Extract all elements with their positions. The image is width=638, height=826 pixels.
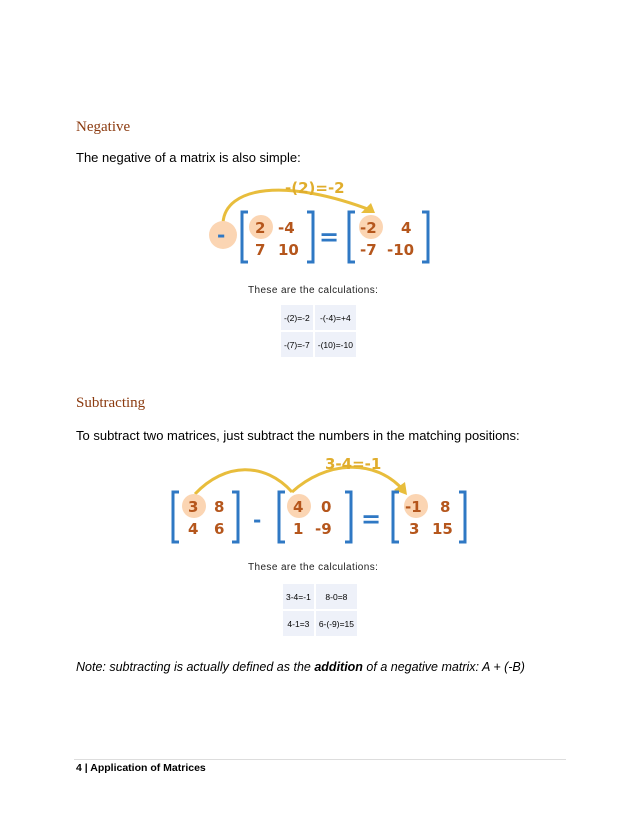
left-matrix-cell: 7 — [255, 241, 266, 259]
subtract-operator: - — [253, 508, 262, 532]
matrix-b-close-bracket — [345, 492, 351, 542]
right-matrix-cell: -2 — [360, 219, 377, 237]
table-row — [283, 584, 357, 609]
result-open-bracket — [393, 492, 399, 542]
table-row — [281, 305, 356, 330]
result-cell: -1 — [405, 498, 422, 516]
negative-matrix-figure — [205, 175, 435, 267]
subtracting-caption: These are the calculations: — [248, 562, 379, 573]
table-cell: 4-1=3 — [283, 611, 314, 636]
negative-intro: The negative of a matrix is also simple: — [76, 150, 301, 165]
document-title: Application of Matrices — [90, 762, 206, 774]
table-row — [283, 611, 357, 636]
subtracting-calculations-table — [281, 582, 359, 638]
note-text: of a negative matrix: A + (-B) — [362, 660, 525, 674]
note-paragraph — [76, 660, 525, 674]
left-matrix-cell: -4 — [278, 219, 295, 237]
result-close-bracket — [459, 492, 465, 542]
negative-heading: Negative — [76, 119, 131, 135]
right-matrix-cell: 4 — [401, 219, 412, 237]
subtract-equals: = — [361, 505, 382, 533]
negative-equals: = — [319, 223, 340, 251]
matrix-a-cell: 6 — [214, 520, 225, 538]
negative-operator: - — [217, 223, 226, 247]
footer-separator: | — [84, 762, 88, 774]
left-matrix-open-bracket — [242, 212, 248, 262]
matrix-b-open-bracket — [279, 492, 285, 542]
result-cell: 15 — [432, 520, 453, 538]
negative-arrow-label: -(2)=-2 — [285, 179, 345, 197]
matrix-a-cell: 8 — [214, 498, 225, 516]
matrix-a-cell: 3 — [188, 498, 199, 516]
page-number: 4 — [76, 762, 82, 774]
result-cell: 3 — [409, 520, 420, 538]
left-matrix-cell: 10 — [278, 241, 299, 259]
left-matrix-cell: 2 — [255, 219, 266, 237]
right-matrix-close-bracket — [422, 212, 428, 262]
page-footer — [76, 762, 206, 774]
note-bold-term: addition — [314, 660, 363, 674]
right-matrix-cell: -7 — [360, 241, 377, 259]
subtracting-intro: To subtract two matrices, just subtract the numbers in the matching positions: — [76, 428, 520, 443]
matrix-b-cell: 0 — [321, 498, 332, 516]
table-cell: -(2)=-2 — [281, 305, 313, 330]
matrix-b-cell: 1 — [293, 520, 304, 538]
result-cell: 8 — [440, 498, 451, 516]
negative-calculations-table — [279, 303, 358, 359]
footer-divider — [74, 759, 566, 760]
table-cell: -(-4)=+4 — [315, 305, 356, 330]
table-cell: 3-4=-1 — [283, 584, 314, 609]
table-cell: -(10)=-10 — [315, 332, 356, 357]
negative-caption: These are the calculations: — [248, 285, 379, 296]
table-cell: 6-(-9)=15 — [316, 611, 357, 636]
subtracting-matrix-figure — [165, 452, 475, 547]
table-cell: -(7)=-7 — [281, 332, 313, 357]
left-matrix-close-bracket — [307, 212, 313, 262]
matrix-b-cell: -9 — [315, 520, 332, 538]
matrix-a-cell: 4 — [188, 520, 199, 538]
subtracting-heading: Subtracting — [76, 395, 146, 411]
matrix-a-close-bracket — [232, 492, 238, 542]
table-cell: 8-0=8 — [316, 584, 357, 609]
right-matrix-cell: -10 — [387, 241, 415, 259]
table-row — [281, 332, 356, 357]
right-matrix-open-bracket — [349, 212, 355, 262]
subtract-arrow-curve-a — [195, 470, 292, 494]
matrix-a-open-bracket — [173, 492, 179, 542]
matrix-b-cell: 4 — [293, 498, 304, 516]
subtract-arrow-label: 3-4=-1 — [325, 455, 382, 473]
note-text: Note: subtracting is actually defined as the — [76, 660, 315, 674]
